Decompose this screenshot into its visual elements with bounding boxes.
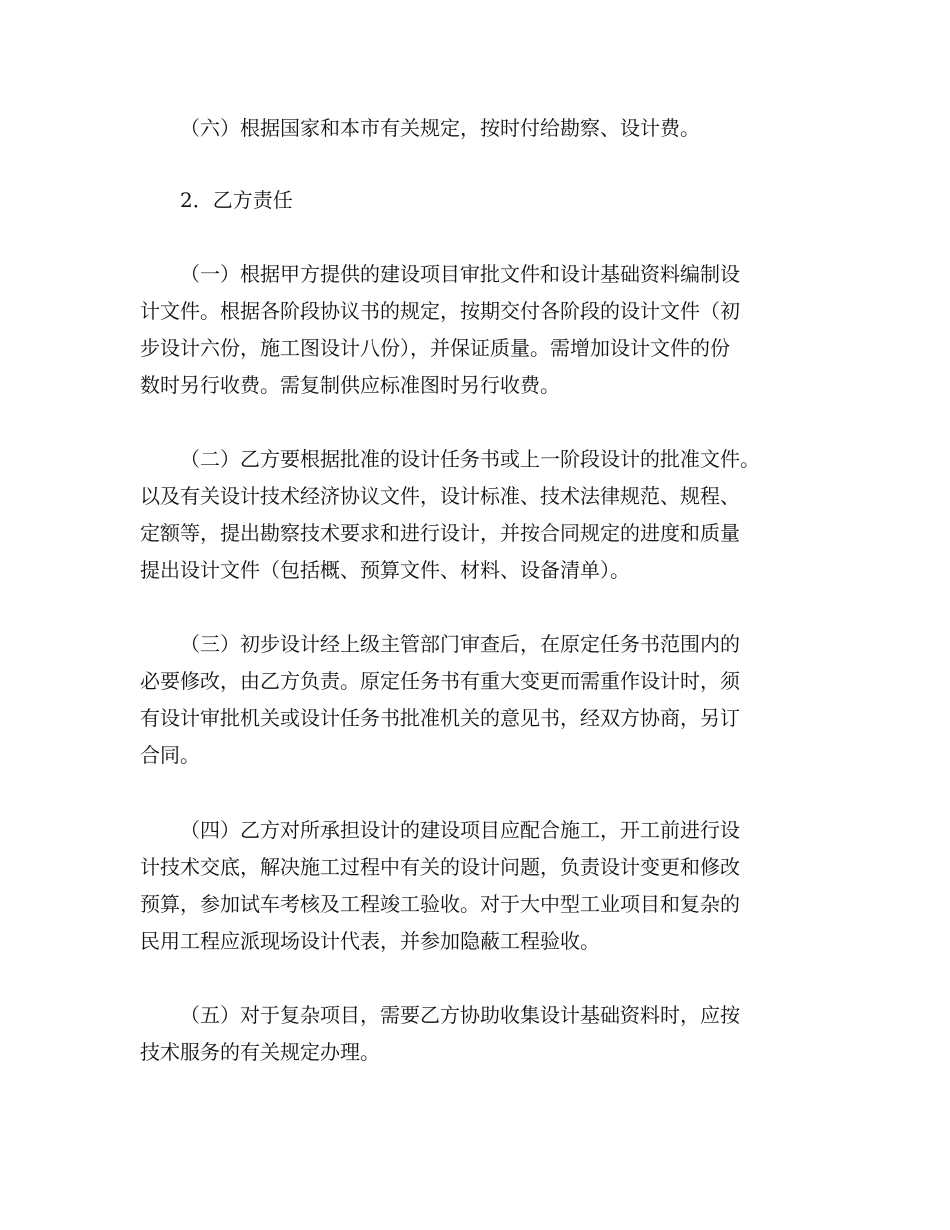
paragraph-line: 步设计六份，施工图设计八份），并保证质量。需增加设计文件的份 bbox=[140, 336, 730, 360]
paragraph-party-b-2 bbox=[140, 441, 800, 589]
paragraph-line: 以及有关设计技术经济协议文件，设计标准、技术法律规范、规程、 bbox=[140, 484, 740, 508]
paragraph-line: 技术服务的有关规定办理。 bbox=[140, 1040, 380, 1064]
paragraph-line: （三）初步设计经上级主管部门审查后，在原定任务书范围内的 bbox=[180, 632, 740, 656]
paragraph-line: 提出设计文件（包括概、预算文件、材料、设备清单）。 bbox=[140, 558, 630, 582]
paragraph-line: （四）乙方对所承担设计的建设项目应配合施工，开工前进行设 bbox=[180, 818, 740, 842]
paragraph-line: 数时另行收费。需复制供应标准图时另行收费。 bbox=[140, 373, 560, 397]
paragraph-line: 计技术交底，解决施工过程中有关的设计问题，负责设计变更和修改 bbox=[140, 855, 740, 879]
paragraph-line: 有设计审批机关或设计任务书批准机关的意见书，经双方协商，另订 bbox=[140, 706, 740, 730]
paragraph-line: 必要修改，由乙方负责。原定任务书有重大变更而需重作设计时，须 bbox=[140, 669, 740, 693]
paragraph-line: 计文件。根据各阶段协议书的规定，按期交付各阶段的设计文件（初 bbox=[140, 299, 740, 323]
paragraph-line: 民用工程应派现场设计代表，并参加隐蔽工程验收。 bbox=[140, 929, 600, 953]
paragraph-line: （六）根据国家和本市有关规定，按时付给勘察、设计费。 bbox=[180, 116, 700, 140]
paragraph-line: （五）对于复杂项目，需要乙方协助收集设计基础资料时，应按 bbox=[180, 1003, 740, 1027]
section-heading-party-b bbox=[140, 182, 800, 219]
paragraph-party-b-1 bbox=[140, 256, 800, 404]
paragraph-item-6 bbox=[140, 110, 800, 147]
paragraph-line: 合同。 bbox=[140, 743, 200, 767]
paragraph-line: 预算，参加试车考核及工程竣工验收。对于大中型工业项目和复杂的 bbox=[140, 892, 740, 916]
paragraph-line: （一）根据甲方提供的建设项目审批文件和设计基础资料编制设 bbox=[180, 262, 740, 286]
paragraph-party-b-3 bbox=[140, 626, 800, 774]
paragraph-party-b-4 bbox=[140, 812, 800, 960]
paragraph-line: （二）乙方要根据批准的设计任务书或上一阶段设计的批准文件。 bbox=[180, 447, 760, 471]
paragraph-line: 定额等，提出勘察技术要求和进行设计，并按合同规定的进度和质量 bbox=[140, 521, 740, 545]
heading-text: 2．乙方责任 bbox=[180, 188, 293, 212]
paragraph-party-b-5 bbox=[140, 997, 800, 1071]
